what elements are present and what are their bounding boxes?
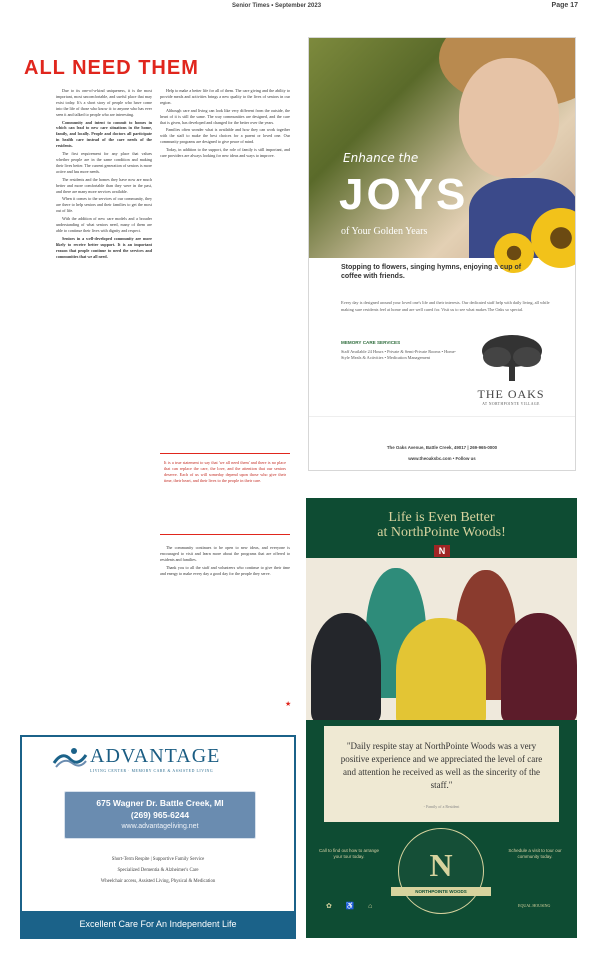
ad-footer bbox=[309, 416, 575, 471]
page-number: Page 17 bbox=[551, 2, 578, 9]
publication-line: Senior Times • September 2023 bbox=[232, 3, 322, 9]
np-headline-line-1: Life is Even Better bbox=[388, 510, 495, 525]
testimonial-quote: "Daily respite stay at NorthPointe Woods was a very positive experience and we appreciated the level of care and attention he received as well as the sincerity of the staff." bbox=[324, 726, 559, 822]
oaks-advertisement[interactable] bbox=[308, 37, 576, 471]
np-right-note: Schedule a visit to tour our community today. bbox=[508, 848, 562, 859]
np-n-mark: N bbox=[429, 847, 453, 883]
equal-housing-mark: EQUAL HOUSING bbox=[518, 903, 551, 908]
wave-person-icon bbox=[52, 745, 88, 769]
paragraph: Help to make a better life for all of them. The care giving and the ability to provide meals and activities brings a new quality to the lives of seniors in our region. bbox=[160, 88, 290, 105]
advantage-address: 675 Wagner Dr. Battle Creek, MI bbox=[96, 798, 224, 808]
np-seal-band: NORTHPOINTE WOODS bbox=[391, 887, 491, 896]
np-logo-seal bbox=[398, 828, 484, 914]
northpointe-advertisement[interactable] bbox=[306, 498, 577, 938]
advantage-slogan-bar: Excellent Care For An Independent Life bbox=[22, 911, 294, 937]
ad-kicker: Enhance the bbox=[343, 151, 419, 165]
pull-quote: It is a true statement to say that 'we all need them' and there is no place that can replace the care, the love, and the attention that our seniors deserve. Each of us will someday depend upon those who give their time, their heart, and their lives to the people in their care. bbox=[160, 453, 290, 535]
oaks-logo-sub: AT NORTHPOINTE VILLAGE bbox=[482, 402, 540, 406]
paragraph: With the addition of new care models and a broader understanding of what seniors need, many of them are able to continue their lives with dignity and respect. bbox=[56, 216, 152, 233]
service-line: Wheelchair access, Assisted Living, Physical & Medication bbox=[100, 879, 216, 884]
advantage-title: ADVANTAGE bbox=[90, 745, 221, 767]
ad-tagline: Stopping to flowers, singing hymns, enjoying a cup of coffee with friends. bbox=[341, 264, 522, 280]
ad-body: Every day is designed around your loved one's life and their interests. Our dedicated staff help with daily living, all while making sure residents feel at home and are well cared for. Visit us to see what makes The Oaks so special. bbox=[341, 300, 550, 312]
oak-tree-icon bbox=[477, 333, 547, 383]
service-line: Short-Term Respite | Supportive Family Service bbox=[111, 857, 205, 862]
paragraph: Although care and living can look like very different from the outside, the heart of it is still the same. The way communities are designed, and the care that is given, has developed and changed for the better over the years. bbox=[160, 107, 290, 125]
person-shape bbox=[396, 618, 486, 720]
paragraph: Thank you to all the staff and volunteers who continue to give their time and energy to make every day a good day for the people they serve. bbox=[160, 564, 290, 576]
contact-box bbox=[64, 791, 256, 839]
oaks-logo: THE OAKS bbox=[477, 387, 545, 401]
paragraph: Seniors in a well-developed community are more likely to receive better support. It is an important reason that people continue to need the services and communities that we all need. bbox=[56, 235, 152, 259]
advantage-phone[interactable]: (269) 965-6244 bbox=[130, 810, 190, 820]
end-mark-icon: ★ bbox=[285, 700, 292, 708]
article-column-2-continued bbox=[160, 545, 290, 705]
woman-face bbox=[459, 58, 559, 178]
advantage-subtitle: LIVING CENTER · MEMORY CARE & ASSISTED LIVING bbox=[90, 769, 214, 773]
services-heading: MEMORY CARE SERVICES bbox=[341, 340, 401, 345]
oaks-address: The Oaks Avenue, Battle Creek, 49017 | 269-965-0000 bbox=[386, 445, 498, 450]
paragraph: The residents and the homes they have now are much better and more comfortable than they were in the past, and there are many more services available. bbox=[56, 176, 152, 194]
ad-subheadline: of Your Golden Years bbox=[341, 226, 428, 237]
article-column-1 bbox=[56, 88, 152, 704]
ad-photo bbox=[309, 38, 576, 258]
ad-headline: JOYS bbox=[339, 170, 469, 219]
group-photo bbox=[306, 558, 577, 720]
np-badge: N bbox=[434, 545, 450, 557]
advantage-tagline: MEMORY CARE & ASSISTED LIVING bbox=[131, 769, 214, 773]
advantage-website-link[interactable]: www.advantageliving.net bbox=[121, 823, 199, 830]
advantage-subtitle-name: LIVING CENTER bbox=[90, 769, 127, 773]
testimonial-attribution: - Family of a Resident bbox=[423, 804, 460, 809]
paragraph: When it comes to the services of our community, they are there to help seniors and their families to get the most out of life. bbox=[56, 196, 152, 214]
oaks-website-link[interactable]: www.theoaksbc.com • Follow us bbox=[408, 456, 476, 461]
paragraph: Due to its one-of-a-kind uniqueness, it is the most important, most uncomfortable, and useful place that may exist today. It's a short story of people who have come into the life of those who know it: to anyone who has ever seen it and talked to people who are interesting. bbox=[56, 88, 152, 117]
np-headline bbox=[306, 510, 577, 540]
np-social-icons[interactable]: ✿ ♿ ⌂ bbox=[326, 902, 379, 910]
service-line: Specialized Dementia & Alzheimer's Care bbox=[117, 868, 199, 873]
services-list: Staff Available 24 Hours • Private & Semi-Private Rooms • Home-Style Meals & Activities • Medication Management bbox=[341, 349, 457, 361]
article-column-2 bbox=[160, 88, 290, 448]
np-left-note: Call to find out how to arrange your tour today. bbox=[318, 848, 380, 859]
sunflower-icon bbox=[531, 208, 576, 268]
paragraph: Families often wonder what is available and how they can work together with the staff to make the best choices for a parent or loved one. Our community programs are designed to give peace of mind. bbox=[160, 127, 290, 145]
paragraph: Today, in addition to the support, the role of family is still important, and care providers are always looking for new ideas and ways to improve. bbox=[160, 147, 290, 159]
paragraph: The first requirement for any place that values whether people are in the same condition and making their lives better. The current generation of seniors is more active and has more needs. bbox=[56, 151, 152, 174]
paragraph: The community continues to be open to new ideas, and everyone is encouraged to visit and learn more about the programs that are offered to residents and families. bbox=[160, 545, 290, 562]
person-shape bbox=[501, 613, 577, 720]
np-headline-line-2: at NorthPointe Woods! bbox=[377, 525, 506, 540]
person-shape bbox=[311, 613, 381, 720]
advantage-advertisement[interactable] bbox=[20, 735, 296, 939]
article-headline: ALL NEED THEM bbox=[24, 57, 199, 79]
page-header bbox=[22, 0, 578, 36]
paragraph: Community and intent to commit to homes in which can lead to new care situations in the home, family, and locally. People and doctors all participate in health care instead of the care needs of the residents. bbox=[56, 119, 152, 149]
